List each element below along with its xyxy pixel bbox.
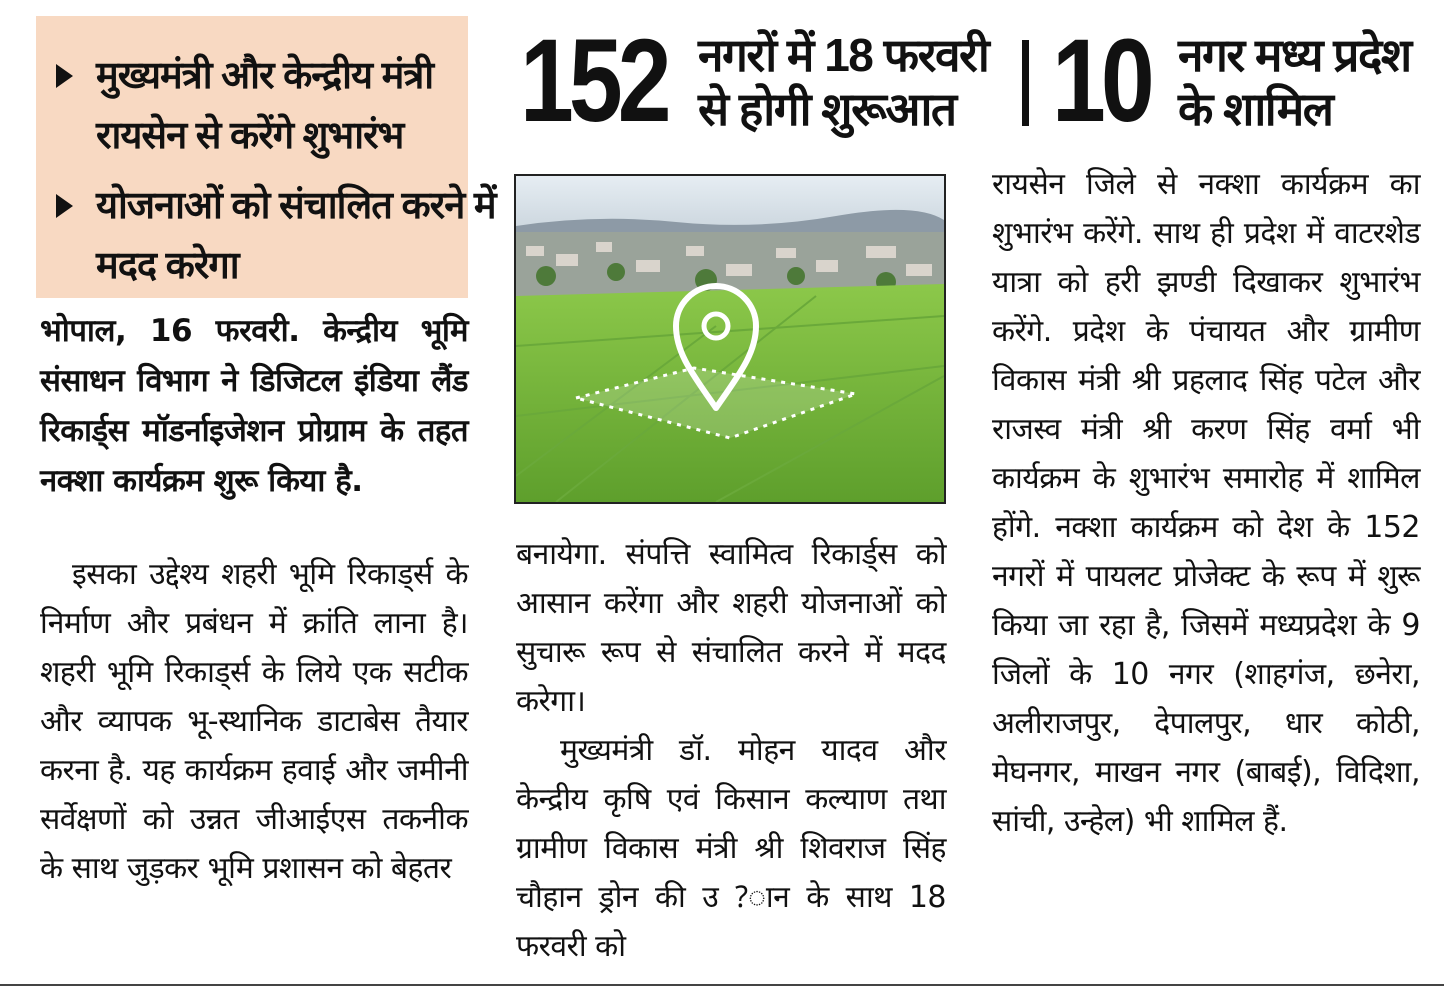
article-paragraph: बनायेगा. संपत्ति स्वामित्व रिकार्ड्स को आसान करेंगा और शहरी योजनाओं को सुचारू रूप से संचालित करने में मदद करेगा। bbox=[516, 537, 946, 719]
bullet-triangle-icon bbox=[56, 194, 73, 218]
article-paragraph: मुख्यमंत्री डॉ. मोहन यादव और केन्द्रीय कृषि एवं किसान कल्याण तथा ग्रामीण विकास मंत्री श्री शिवराज सिंह चौहान ड्रोन की उ ?ान के साथ 18 फरवरी को bbox=[516, 733, 946, 964]
highlight-item bbox=[56, 176, 496, 296]
article-lead: भोपाल, 16 फरवरी. केन्द्रीय भूमि संसाधन विभाग ने डिजिटल इंडिया लैंड रिकार्ड्स मॉडर्नाइजेशन प्रोग्राम के तहत नक्शा कार्यक्रम शुरू किया है. bbox=[40, 313, 468, 499]
highlight-text: योजनाओं को संचालित करने में मदद करेगा bbox=[96, 185, 496, 287]
headline-text-1: नगरों में 18 फरवरी से होगी शुरूआत bbox=[698, 29, 989, 135]
article-column-middle bbox=[516, 530, 946, 971]
highlights-box bbox=[36, 16, 496, 298]
headline-text-2: नगर मध्य प्रदेश के शामिल bbox=[1178, 29, 1411, 135]
farmland-photo bbox=[514, 174, 946, 504]
headline-number-1: 152 bbox=[520, 15, 667, 147]
highlight-text: मुख्यमंत्री और केन्द्रीय मंत्री रायसेन से करेंगे शुभारंभ bbox=[96, 55, 434, 157]
farmland-illustration bbox=[516, 176, 944, 502]
bottom-rule bbox=[0, 984, 1444, 986]
article-column-left: इसका उद्देश्य शहरी भूमि रिकाड्‌र्स के निर्माण और प्रबंधन में क्रांति लाना है। शहरी भूमि रिकाड्‌र्स के लिये एक सटीक और व्यापक भू-स्थानिक डाटाबेस तैयार करना है. यह कार्यक्रम हवाई और जमीनी सर्वेक्षणों को उन्नत जीआईएस तकनीक के साथ जुड़कर भूमि प्रशासन को बेहतर bbox=[40, 557, 468, 886]
highlight-item bbox=[56, 46, 496, 166]
headline-number-2: 10 bbox=[1052, 15, 1150, 147]
article-column-right: रायसेन जिले से नक्शा कार्यक्रम का शुभारंभ करेंगे. साथ ही प्रदेश में वाटरशेड यात्रा को हरी झण्डी दिखाकर शुभारंभ करेंगे. प्रदेश के पंचायत और ग्रामीण विकास मंत्री श्री प्रहलाद सिंह पटेल और राजस्व मंत्री श्री करण सिंह वर्मा भी कार्यक्रम के शुभारंभ समारोह में शामिल होंगे. नक्शा कार्यक्रम को देश के 152 नगरों में पायलट प्रोजेक्ट के रूप में शुरू किया जा रहा है, जिसमें मध्यप्रदेश के 9 जिलों के 10 नगर (शाहगंज, छनेरा, अलीराजपुर, देपालपुर, धार कोठी, मेघनगर, माखन नगर (बाबई), विदिशा, सांची, उन्हेल) भी शामिल हैं. bbox=[992, 167, 1420, 839]
headline-divider bbox=[1022, 40, 1029, 126]
bullet-triangle-icon bbox=[56, 64, 73, 88]
